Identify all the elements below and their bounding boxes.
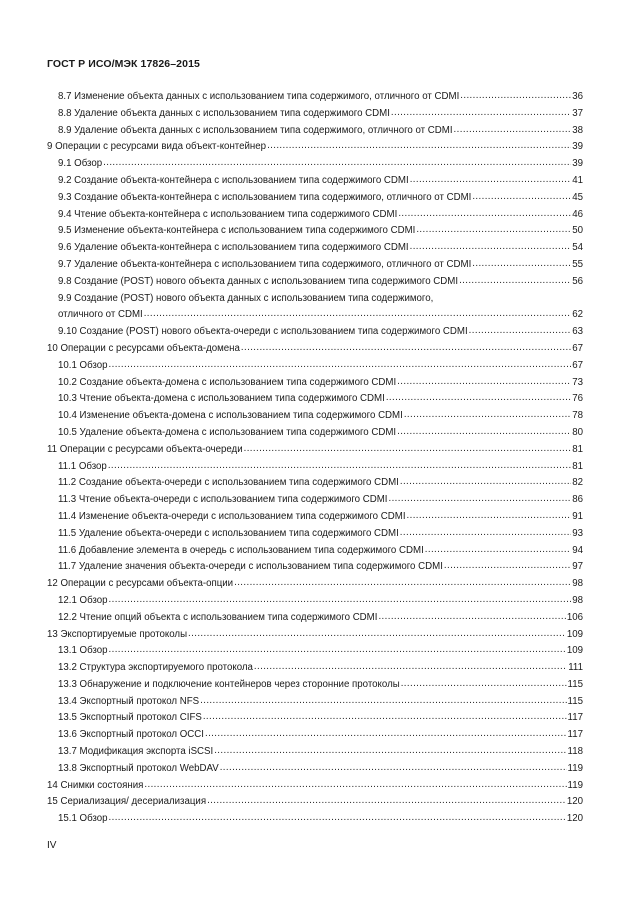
toc-entry-line	[58, 761, 583, 778]
toc-entry[interactable]	[0, 475, 630, 492]
toc-entry-page: 39	[572, 141, 583, 153]
toc-dot-leader	[207, 793, 566, 810]
toc-dot-leader	[244, 441, 572, 458]
toc-dot-leader	[472, 189, 571, 206]
toc-dot-leader	[203, 709, 567, 726]
document-header: ГОСТ Р ИСО/МЭК 17826–2015	[47, 58, 200, 70]
toc-dot-leader	[109, 810, 566, 827]
toc-entry[interactable]	[0, 459, 630, 476]
toc-entry-title: 11.6 Добавление элемента в очередь с использованием типа содержимого CDMI	[58, 544, 424, 556]
toc-entry-page: 119	[567, 762, 583, 774]
toc-entry-line	[58, 307, 583, 324]
toc-entry-title: 9.6 Удаление объекта-контейнера с использованием типа содержимого CDMI	[58, 242, 409, 254]
toc-dot-leader	[398, 206, 571, 223]
toc-entry-line	[47, 576, 583, 593]
toc-entry-line	[58, 660, 583, 677]
toc-entry-title: 14 Снимки состояния	[47, 779, 144, 791]
toc-entry[interactable]	[0, 694, 630, 711]
toc-entry-page: 55	[572, 258, 583, 270]
toc-entry-page: 115	[567, 678, 583, 690]
toc-entry-title: 13.6 Экспортный протокол OCCI	[58, 729, 204, 741]
page-number: IV	[47, 840, 57, 851]
toc-entry[interactable]	[0, 778, 630, 795]
toc-entry-page: 45	[572, 191, 583, 203]
toc-dot-leader	[254, 659, 567, 676]
toc-entry-line	[58, 173, 583, 190]
toc-entry-page: 78	[572, 410, 583, 422]
toc-entry-title: 8.9 Удаление объекта данных с использованием типа содержимого, отличного от CDMI	[58, 124, 453, 136]
toc-entry[interactable]	[0, 156, 630, 173]
toc-dot-leader	[444, 558, 571, 575]
toc-entry-title: 10.3 Чтение объекта-домена с использованием типа содержимого CDMI	[58, 393, 385, 405]
toc-entry-title: 9.3 Создание объекта-контейнера с использованием типа содержимого, отличного от CDMI	[58, 191, 472, 203]
toc-entry[interactable]	[0, 610, 630, 627]
toc-entry-title: 13.7 Модификация экспорта iSCSI	[58, 746, 214, 758]
toc-entry-page: 63	[572, 326, 583, 338]
toc-entry-title: 9.7 Удаление объекта-контейнера с использованием типа содержимого, отличного от CDMI	[58, 258, 472, 270]
toc-entry-title: 11.2 Создание объекта-очереди с использованием типа содержимого CDMI	[58, 477, 399, 489]
toc-entry[interactable]	[0, 677, 630, 694]
toc-entry-page: 117	[567, 729, 583, 741]
toc-entry[interactable]	[0, 627, 630, 644]
toc-entry-page: 82	[572, 477, 583, 489]
toc-entry-title: 9.9 Создание (POST) нового объекта данных с использованием типа содержимого,	[58, 292, 434, 304]
toc-dot-leader	[200, 693, 566, 710]
toc-entry-line	[58, 257, 583, 274]
toc-entry-title: 10 Операции с ресурсами объекта-домена	[47, 342, 240, 354]
toc-dot-leader	[386, 390, 571, 407]
toc-entry-line	[58, 291, 583, 308]
toc-entry-line	[47, 442, 583, 459]
toc-entry-line	[58, 408, 583, 425]
toc-entry-page: 38	[572, 124, 583, 136]
toc-dot-leader	[410, 172, 572, 189]
toc-entry-page: 76	[572, 393, 583, 405]
toc-dot-leader	[109, 357, 572, 374]
toc-entry-page: 120	[566, 796, 583, 808]
toc-entry-page: 81	[572, 443, 583, 455]
toc-dot-leader	[144, 777, 566, 794]
toc-entry-title: 11.3 Чтение объекта-очереди с использованием типа содержимого CDMI	[58, 494, 388, 506]
toc-entry-line	[58, 190, 583, 207]
toc-dot-leader	[205, 726, 567, 743]
toc-entry-title: 11.1 Обзор	[58, 460, 107, 472]
toc-entry[interactable]	[0, 358, 630, 375]
toc-dot-leader	[416, 222, 571, 239]
toc-entry-title: 12 Операции с ресурсами объекта-опции	[47, 578, 234, 590]
toc-entry-line	[58, 375, 583, 392]
toc-entry-page: 46	[572, 208, 583, 220]
toc-entry-title: 9.4 Чтение объекта-контейнера с использованием типа содержимого CDMI	[58, 208, 398, 220]
toc-entry-title: 13.1 Обзор	[58, 645, 108, 657]
toc-entry-page: 67	[572, 342, 583, 354]
toc-entry-page: 81	[572, 460, 583, 472]
toc-entry[interactable]	[0, 408, 630, 425]
toc-entry-line	[58, 459, 583, 476]
toc-entry[interactable]	[0, 794, 630, 811]
toc-entry[interactable]	[0, 391, 630, 408]
toc-entry-line	[58, 358, 583, 375]
toc-entry[interactable]	[0, 291, 630, 308]
toc-entry-line	[58, 207, 583, 224]
toc-entry-title: 8.7 Изменение объекта данных с использованием типа содержимого, отличного от CDMI	[58, 91, 460, 102]
toc-entry[interactable]	[0, 727, 630, 744]
toc-entry-page: 98	[572, 578, 583, 590]
toc-entry-page: 94	[572, 544, 583, 556]
toc-entry[interactable]	[0, 123, 630, 140]
toc-entry[interactable]	[0, 89, 630, 106]
toc-entry-page: 120	[566, 813, 583, 825]
toc-entry-page: 97	[572, 561, 583, 573]
toc-dot-leader	[389, 491, 572, 508]
toc-entry-page: 50	[572, 225, 583, 237]
toc-dot-leader	[241, 340, 571, 357]
table-of-contents	[0, 89, 630, 828]
toc-entry-line	[47, 627, 583, 644]
toc-dot-leader	[391, 105, 571, 122]
toc-entry-line	[58, 744, 583, 761]
toc-entry-line	[58, 425, 583, 442]
toc-entry[interactable]	[0, 811, 630, 828]
toc-entry[interactable]	[0, 509, 630, 526]
toc-entry-line	[58, 593, 583, 610]
toc-entry-title: 10.5 Удаление объекта-домена с использованием типа содержимого CDMI	[58, 426, 397, 438]
toc-entry-page: 56	[572, 275, 583, 287]
toc-entry-page: 98	[572, 594, 583, 606]
toc-entry[interactable]	[0, 543, 630, 560]
toc-entry-title: отличного от CDMI	[58, 309, 143, 321]
toc-entry-title: 9.1 Обзор	[58, 158, 103, 170]
toc-entry-line	[58, 509, 583, 526]
toc-dot-leader	[397, 374, 571, 391]
toc-entry-title: 13.3 Обнаружение и подключение контейнеров через сторонние протоколы	[58, 678, 400, 690]
toc-dot-leader	[188, 626, 566, 643]
toc-entry[interactable]	[0, 341, 630, 358]
toc-dot-leader	[425, 542, 571, 559]
toc-entry-line	[58, 475, 583, 492]
toc-entry-title: 15 Сериализация/ десериализация	[47, 796, 207, 808]
toc-entry[interactable]	[0, 240, 630, 257]
toc-entry-line	[58, 492, 583, 509]
toc-entry-line	[58, 106, 583, 123]
toc-entry-title: 12.1 Обзор	[58, 594, 108, 606]
toc-entry-line	[58, 391, 583, 408]
toc-entry[interactable]	[0, 106, 630, 123]
toc-entry-line	[58, 694, 583, 711]
toc-entry[interactable]	[0, 139, 630, 156]
toc-dot-leader	[109, 592, 572, 609]
toc-dot-leader	[454, 122, 572, 139]
toc-dot-leader	[401, 676, 567, 693]
toc-entry-page: 37	[572, 107, 583, 119]
toc-entry-title: 9.5 Изменение объекта-контейнера с использованием типа содержимого CDMI	[58, 225, 416, 237]
toc-dot-leader	[459, 273, 571, 290]
toc-dot-leader	[109, 642, 566, 659]
toc-dot-leader	[214, 743, 566, 760]
toc-entry-title: 11.4 Изменение объекта-очереди с использованием типа содержимого CDMI	[58, 510, 406, 522]
toc-entry-page: 109	[566, 645, 583, 657]
toc-entry[interactable]	[0, 324, 630, 341]
toc-entry-title: 15.1 Обзор	[58, 813, 108, 825]
toc-entry-title: 10.1 Обзор	[58, 359, 108, 371]
toc-entry-title: 9 Операции с ресурсами вида объект-контейнер	[47, 141, 267, 153]
toc-entry[interactable]	[0, 576, 630, 593]
toc-dot-leader	[400, 525, 571, 542]
toc-entry[interactable]	[0, 526, 630, 543]
toc-entry-page: 106	[566, 611, 583, 623]
toc-entry-page: 117	[567, 712, 583, 724]
toc-entry-title: 13.4 Экспортный протокол NFS	[58, 695, 200, 707]
toc-dot-leader	[397, 424, 571, 441]
toc-entry-line	[58, 727, 583, 744]
toc-dot-leader	[378, 609, 565, 626]
toc-entry-page: 115	[567, 695, 583, 707]
toc-entry-page: 86	[572, 494, 583, 506]
toc-entry[interactable]	[0, 643, 630, 660]
toc-entry-line	[58, 274, 583, 291]
toc-entry[interactable]	[0, 660, 630, 677]
toc-entry-page: 39	[572, 158, 583, 170]
toc-entry-page: 62	[572, 309, 583, 321]
toc-entry-line	[47, 341, 583, 358]
toc-entry-title: 9.2 Создание объекта-контейнера с использованием типа содержимого CDMI	[58, 174, 409, 186]
toc-entry[interactable]	[0, 559, 630, 576]
toc-entry-line	[58, 526, 583, 543]
toc-dot-leader	[469, 323, 572, 340]
toc-entry[interactable]	[0, 710, 630, 727]
toc-entry[interactable]	[0, 207, 630, 224]
toc-dot-leader	[404, 407, 571, 424]
toc-entry-title: 10.4 Изменение объекта-домена с использованием типа содержимого CDMI	[58, 410, 403, 422]
toc-entry[interactable]	[0, 190, 630, 207]
toc-entry[interactable]	[0, 744, 630, 761]
toc-entry-line	[58, 123, 583, 140]
toc-entry-page: 111	[568, 662, 583, 674]
toc-entry-line	[58, 559, 583, 576]
toc-entry-page: 80	[572, 426, 583, 438]
toc-entry-title: 9.8 Создание (POST) нового объекта данных с использованием типа содержимого CDMI	[58, 275, 459, 287]
toc-entry-title: 8.8 Удаление объекта данных с использованием типа содержимого CDMI	[58, 107, 390, 119]
toc-entry-page: 118	[567, 746, 583, 758]
toc-dot-leader	[108, 458, 571, 475]
toc-entry-title: 13.8 Экспортный протокол WebDAV	[58, 762, 219, 774]
toc-entry-page: 109	[566, 628, 583, 640]
toc-dot-leader	[234, 575, 571, 592]
toc-dot-leader	[144, 306, 572, 323]
toc-dot-leader	[400, 474, 571, 491]
toc-entry-title: 11.7 Удаление значения объекта-очереди с использованием типа содержимого CDMI	[58, 561, 443, 573]
toc-entry-line	[58, 89, 583, 106]
toc-entry-line	[47, 794, 583, 811]
toc-entry-title: 9.10 Создание (POST) нового объекта-очереди с использованием типа содержимого CDMI	[58, 326, 468, 338]
toc-entry-line	[58, 324, 583, 341]
toc-entry-line	[58, 543, 583, 560]
toc-entry-title: 13.5 Экспортный протокол CIFS	[58, 712, 202, 724]
toc-entry-page: 119	[567, 779, 583, 791]
toc-entry-line	[58, 610, 583, 627]
toc-entry-page: 73	[572, 376, 583, 388]
toc-entry[interactable]	[0, 761, 630, 778]
toc-entry-page: 93	[572, 527, 583, 539]
toc-entry[interactable]	[0, 425, 630, 442]
toc-entry[interactable]	[0, 257, 630, 274]
toc-entry-page: 41	[572, 174, 583, 186]
toc-entry-page: 67	[572, 359, 583, 371]
toc-entry-line	[58, 223, 583, 240]
toc-dot-leader	[220, 760, 567, 777]
toc-entry-line	[58, 156, 583, 173]
toc-entry[interactable]	[0, 173, 630, 190]
toc-entry-title: 11.5 Удаление объекта-очереди с использованием типа содержимого CDMI	[58, 527, 399, 539]
toc-entry[interactable]	[0, 375, 630, 392]
toc-entry[interactable]	[0, 307, 630, 324]
toc-dot-leader	[410, 239, 572, 256]
toc-entry-page: 36	[572, 91, 583, 102]
toc-entry-page: 91	[572, 510, 583, 522]
toc-entry-page: 54	[572, 242, 583, 254]
toc-entry-line	[58, 677, 583, 694]
toc-entry-title: 13.2 Структура экспортируемого протокола	[58, 662, 253, 674]
toc-entry[interactable]	[0, 593, 630, 610]
toc-entry-line	[58, 643, 583, 660]
toc-entry-line	[47, 139, 583, 156]
toc-dot-leader	[472, 256, 571, 273]
toc-entry-line	[47, 778, 583, 795]
toc-entry-line	[58, 811, 583, 828]
toc-entry-title: 11 Операции с ресурсами объекта-очереди	[47, 443, 243, 455]
toc-entry-line	[58, 240, 583, 257]
toc-entry-title: 10.2 Создание объекта-домена с использованием типа содержимого CDMI	[58, 376, 397, 388]
toc-dot-leader	[267, 138, 571, 155]
toc-dot-leader	[460, 88, 571, 105]
toc-entry[interactable]	[0, 223, 630, 240]
toc-entry-title: 13 Экспортируемые протоколы	[47, 628, 188, 640]
toc-entry-line	[58, 710, 583, 727]
toc-dot-leader	[407, 508, 572, 525]
toc-entry[interactable]	[0, 492, 630, 509]
toc-entry-title: 12.2 Чтение опций объекта с использованием типа содержимого CDMI	[58, 611, 378, 623]
toc-dot-leader	[103, 155, 571, 172]
toc-entry[interactable]	[0, 274, 630, 291]
toc-entry[interactable]	[0, 442, 630, 459]
